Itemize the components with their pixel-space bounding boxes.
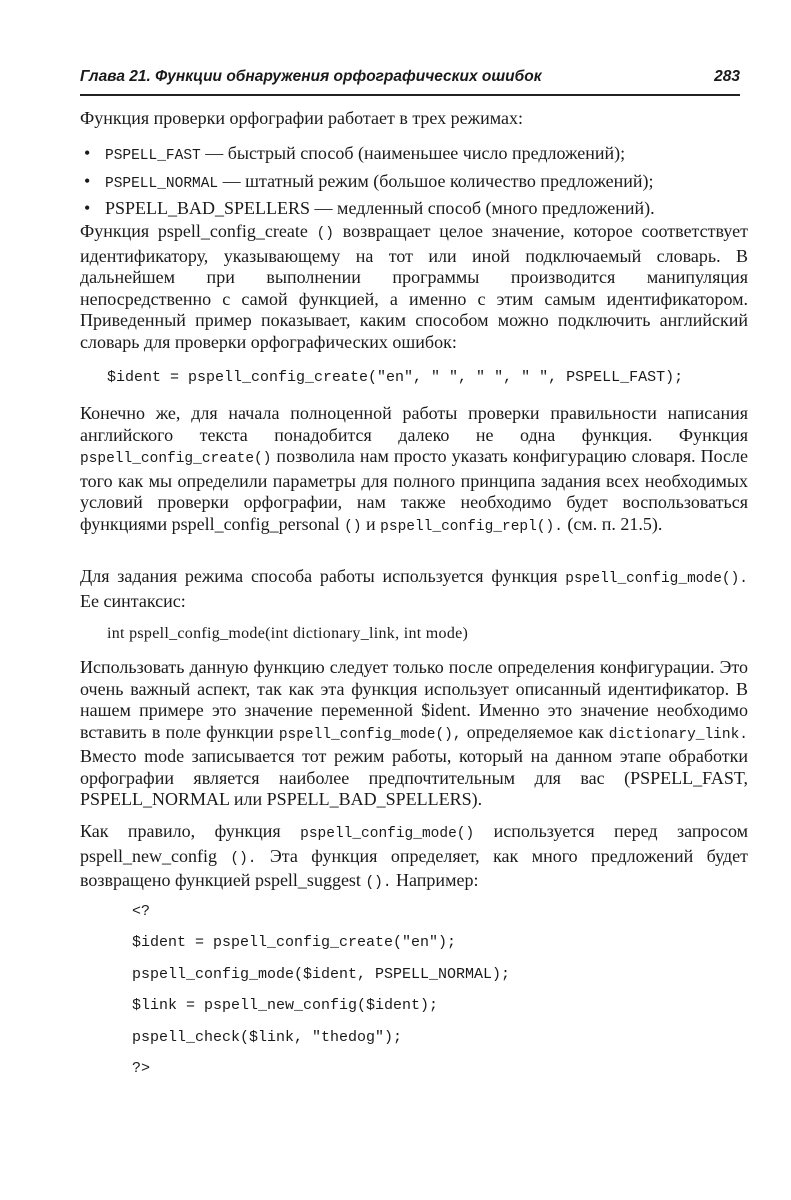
text-run: возвращает целое значение, которое соответствует идентификатору, указывающему на тот или иной подключаемый словарь. В дальнейшем при выполнении программы производится манипуляция непосредственно с самой функцией, а именно с этим самым идентификатором. Приведенный пример показывает, каким способом можно подключить английский словарь для проверки орфографических ошибок: — [80, 221, 748, 352]
code-line: $link = pspell_new_config($ident); — [132, 997, 439, 1015]
code-line: pspell_config_mode($ident, PSPELL_NORMAL); — [132, 965, 511, 983]
text-run: используется перед запросом pspell_new_config — [80, 821, 748, 866]
list-item — [80, 168, 748, 196]
code-run: pspell_config_repl(). — [380, 518, 563, 535]
paragraph-setup — [80, 403, 748, 538]
code-example-block — [132, 896, 510, 1084]
code-line: <? — [132, 903, 151, 920]
code-syntax: int pspell_config_mode(int dictionary_link, int mode) — [107, 625, 469, 642]
text-run: Для задания режима способа работы используется функция — [80, 566, 566, 586]
text-run: Конечно же, для начала полноценной работы проверки правильности написания английского текста понадобится далеко не одна функция. Функция — [80, 403, 748, 445]
text-run: Функция pspell_config_create — [80, 221, 317, 241]
intro-paragraph: Функция проверки орфографии работает в трех режимах: — [80, 108, 523, 128]
code-line: $ident = pspell_config_create("en"); — [132, 934, 457, 952]
text-run: Ее синтаксис: — [80, 590, 186, 611]
page-number: 283 — [714, 68, 740, 85]
page-header — [80, 66, 740, 96]
code-run: pspell_config_mode(), — [278, 726, 462, 743]
bullet-icon: • — [84, 198, 91, 218]
text-run: Например: — [391, 870, 479, 890]
code-run: () — [344, 518, 362, 535]
text-run: Вместо mode записывается тот режим работы, который на данном этапе обработки орфографии является наиболее предпочтительным для вас (PSPELL_FAST, PSPELL_NORMAL или PSPELL_BAD_SPELLERS). — [80, 746, 748, 809]
paragraph-mode-usage — [80, 657, 748, 811]
mode-desc: — быстрый способ (наименьшее число предложений); — [200, 143, 626, 163]
code-run: pspell_config_create() — [80, 451, 272, 467]
text-run: Эта функция определяет, как много предложений будет возвращено функцией pspell_suggest — [80, 845, 748, 890]
code-run: pspell_config_mode(). — [565, 571, 748, 587]
paragraph-suggest — [80, 821, 748, 895]
bullet-icon: • — [84, 143, 91, 163]
chapter-title: Глава 21. Функции обнаружения орфографических ошибок — [80, 68, 542, 85]
code-run: () — [316, 226, 335, 242]
list-item — [80, 140, 748, 168]
modes-list — [80, 140, 748, 223]
list-item — [80, 195, 748, 223]
code-run: dictionary_link. — [608, 726, 748, 743]
code-line: pspell_check($link, "thedog"); — [132, 1028, 403, 1046]
code-run: (). — [230, 850, 257, 867]
code-line: ?> — [132, 1059, 151, 1077]
text-run: Использовать данную функцию следует только после определения конфигурации. Это очень важный аспект, так как эта функция использует описанный идентификатор. В нашем примере это значение переменной $ident. Именно это значение необходимо вставить в поле функции — [80, 657, 748, 742]
text-run: Как правило, функция — [80, 821, 301, 841]
code-run: (). — [365, 875, 392, 891]
mode-name: PSPELL_BAD_SPELLERS — [105, 198, 311, 218]
code-run: pspell_config_mode() — [300, 826, 475, 842]
text-run: и — [361, 513, 381, 534]
paragraph-config-create — [80, 221, 748, 353]
mode-name: PSPELL_FAST — [105, 148, 201, 164]
text-run: определяемое как — [461, 721, 609, 742]
mode-name: PSPELL_NORMAL — [105, 175, 219, 192]
mode-desc: — медленный способ (много предложений). — [310, 198, 655, 218]
mode-desc: — штатный режим (большое количество предложений); — [218, 170, 654, 191]
text-run: позволила нам просто указать конфигурацию словаря. После того как мы определили параметры для полного принципа задания всех необходимых условий проверки орфографии, нам также необходимо будет воспользоваться функциями pspell_config_personal — [80, 446, 748, 534]
paragraph-mode-intro — [80, 566, 748, 612]
text-run: (см. п. 21.5). — [562, 513, 663, 534]
bullet-icon: • — [84, 170, 91, 191]
code-example-create: $ident = pspell_config_create("en", " ", " ", " ", PSPELL_FAST); — [107, 369, 684, 386]
